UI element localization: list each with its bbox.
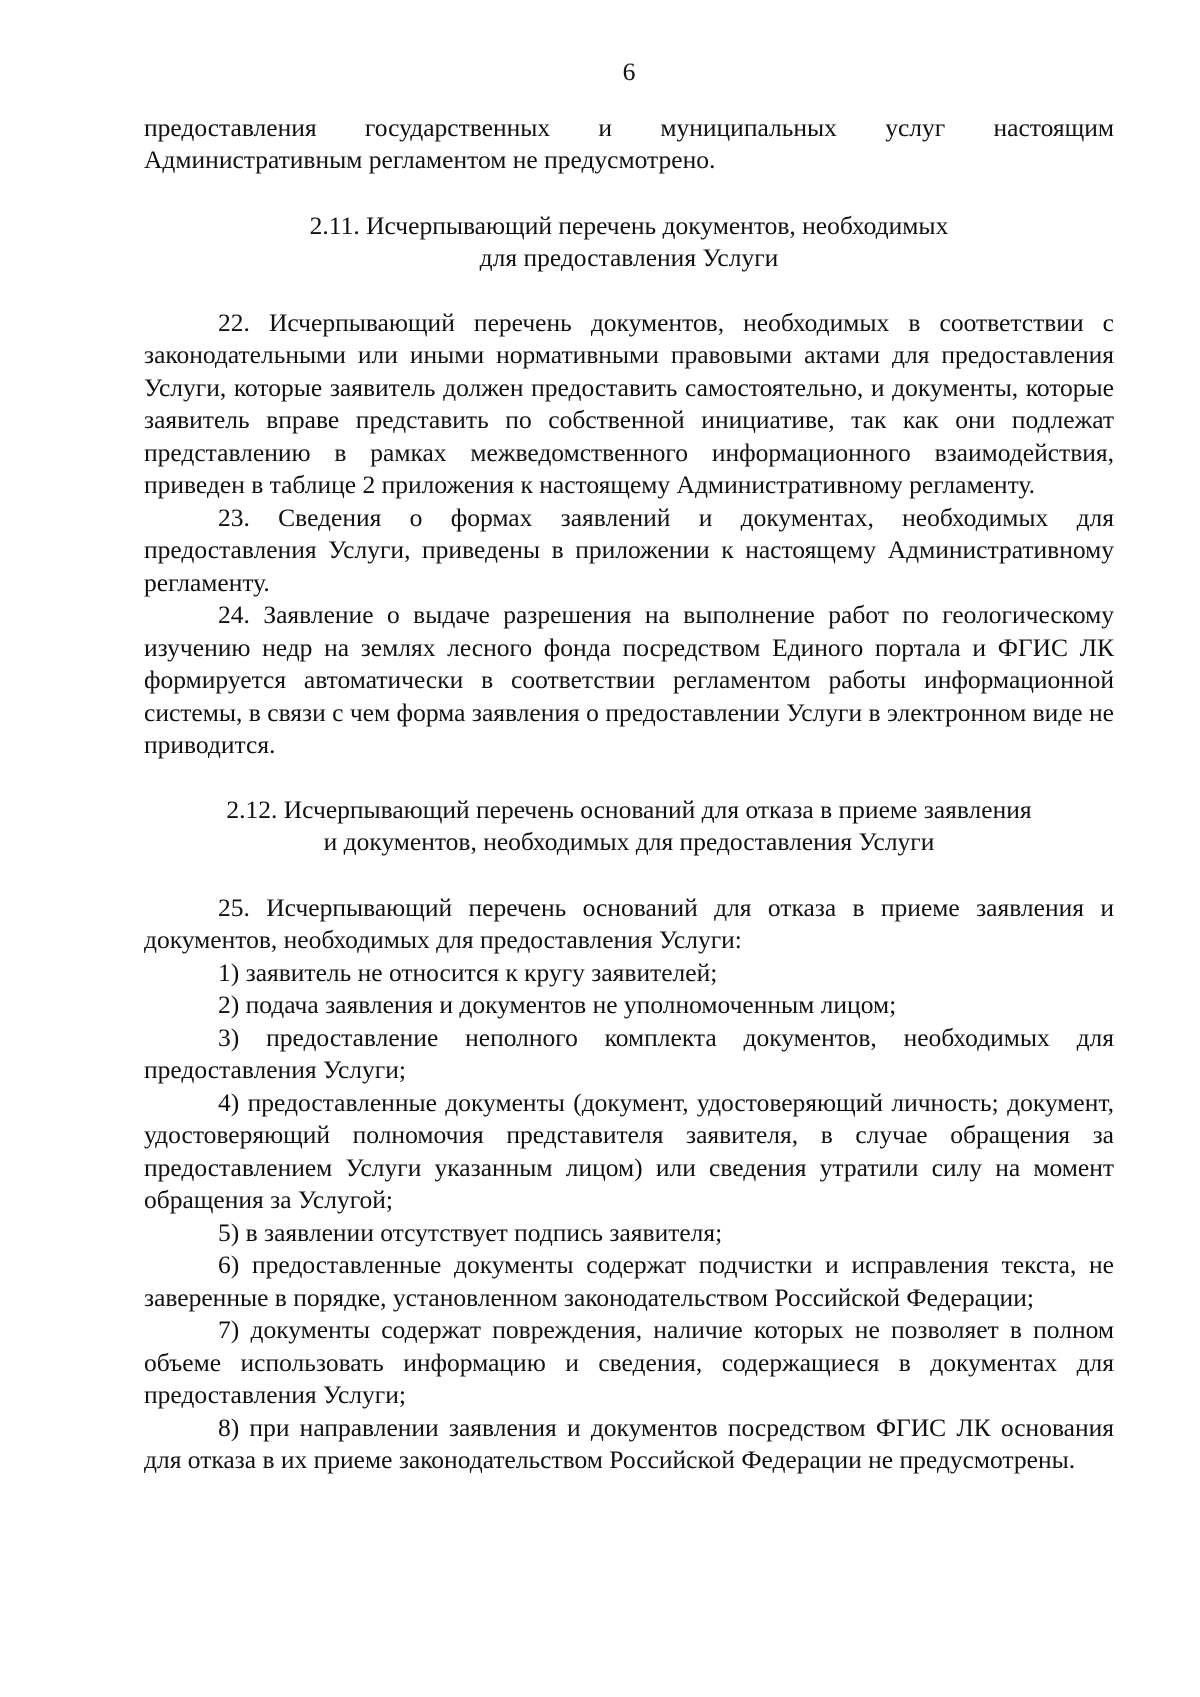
paragraph-22: 22. Исчерпывающий перечень документов, необходимых в соответствии с законодательными или иными нормативными правовыми актами для предоставления Услуги, которые заявитель должен предоставить самостоятельно, и документы, которые заявитель вправе представить по собственной инициативе, так как они подлежат представлению в рамках межведомственного информационного взаимодействия, приведен в таблице 2 приложения к настоящему Административному регламенту. [144, 307, 1114, 499]
list-item: 2) подача заявления и документов не уполномоченным лицом; [218, 990, 897, 1019]
paragraph-25: 25. Исчерпывающий перечень оснований для отказа в приеме заявления и документов, необходимых для предоставления Услуги: [144, 892, 1114, 954]
section-heading-2-11 [144, 210, 1114, 275]
list-item: 1) заявитель не относится к кругу заявителей; [218, 957, 718, 987]
list-item: 4) предоставленные документы (документ, удостоверяющий личность; документ, удостоверяющий полномочия представителя заявителя, в случае обращения за предоставлением Услуги указанным лицом) или сведения утратили силу на момент обращения за Услугой; [144, 1087, 1114, 1214]
paragraph-24: 24. Заявление о выдаче разрешения на выполнение работ по геологическому изучению недр на землях лесного фонда посредством Единого портала и ФГИС ЛК формируется автоматически в соответствии регламентом работы информационной системы, в связи с чем форма заявления о предоставлении Услуги в электронном виде не приводится. [144, 600, 1114, 759]
section-heading-line: для предоставления Услуги [479, 243, 779, 272]
intro-paragraph: предоставления государственных и муниципальных услуг настоящим Административным регламентом не предусмотрено. [144, 112, 1114, 174]
list-item: 5) в заявлении отсутствует подпись заявителя; [218, 1217, 723, 1247]
section-heading-line: и документов, необходимых для предоставления Услуги [323, 827, 935, 856]
section-heading-2-12 [144, 794, 1114, 859]
page-number: 6 [622, 57, 636, 86]
list-item: 7) документы содержат повреждения, наличие которых не позволяет в полном объеме использовать информацию и сведения, содержащиеся в документах для предоставления Услуги; [144, 1315, 1114, 1409]
list-item: 8) при направлении заявления и документов посредством ФГИС ЛК основания для отказа в их приеме законодательством Российской Федерации не предусмотрены. [144, 1412, 1114, 1474]
paragraph-23: 23. Сведения о формах заявлений и документах, необходимых для предоставления Услуги, приведены в приложении к настоящему Административному регламенту. [144, 502, 1114, 597]
section-heading-line: 2.11. Исчерпывающий перечень документов, необходимых [309, 210, 949, 240]
list-item: 6) предоставленные документы содержат подчистки и исправления текста, не заверенные в порядке, установленном законодательством Российской Федерации; [144, 1250, 1114, 1312]
section-heading-line: 2.12. Исчерпывающий перечень оснований для отказа в приеме заявления [226, 794, 1032, 824]
list-item: 3) предоставление неполного комплекта документов, необходимых для предоставления Услуги; [144, 1022, 1114, 1084]
